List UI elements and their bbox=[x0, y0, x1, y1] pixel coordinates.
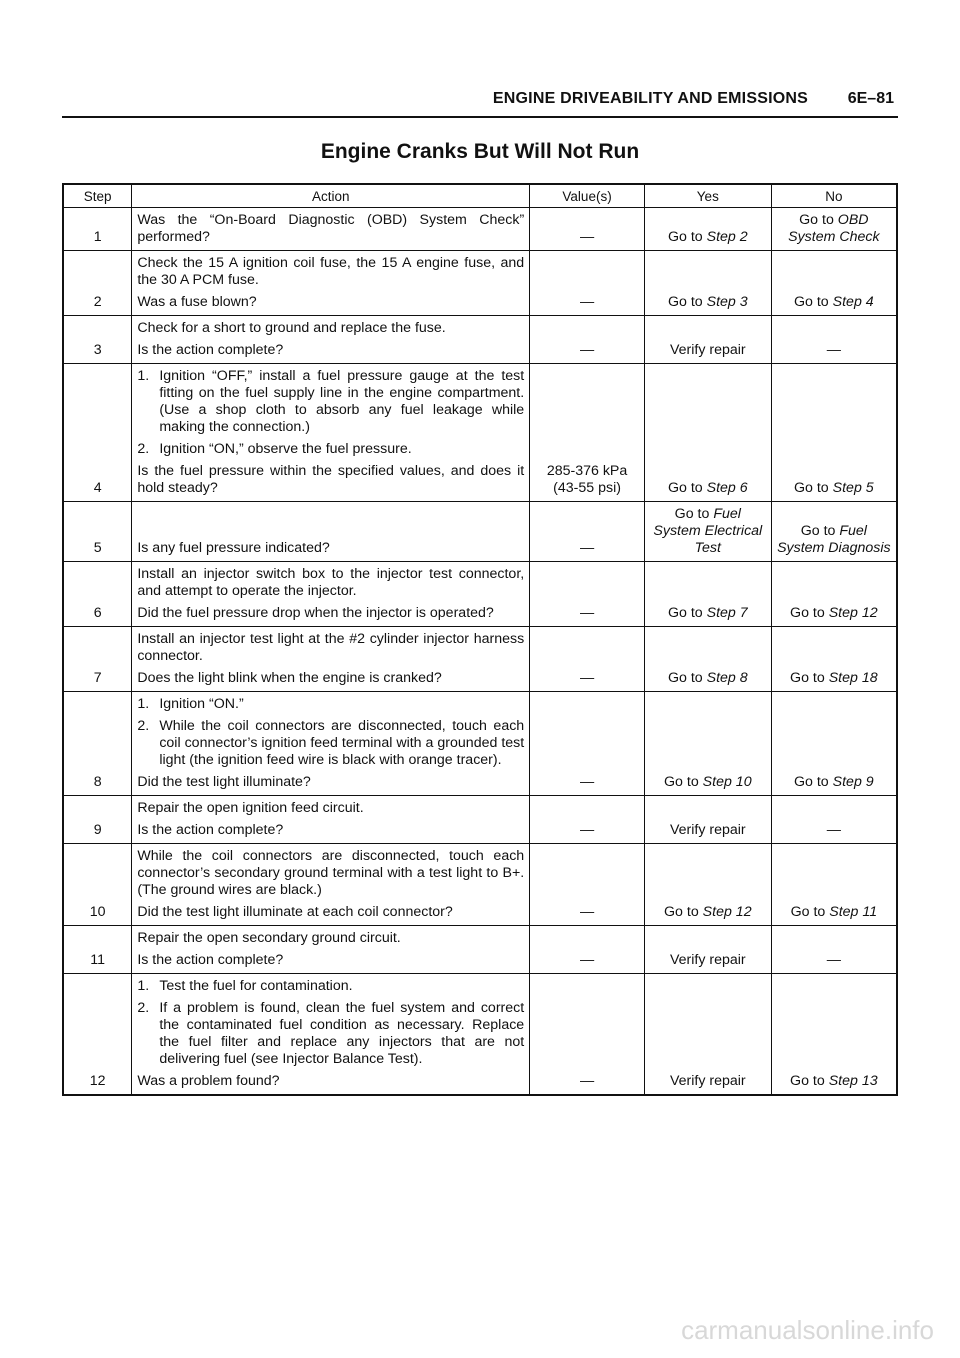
action-text: Repair the open ignition feed circuit. bbox=[137, 800, 364, 816]
yes-outcome-text bbox=[670, 1073, 746, 1089]
yes-outcome-text bbox=[670, 822, 746, 838]
step-yes bbox=[644, 796, 771, 844]
no-outcome-reference: OBD System Check bbox=[788, 212, 880, 245]
yes-outcome-reference: Step 12 bbox=[702, 904, 752, 920]
step-yes bbox=[644, 974, 771, 1096]
table-row bbox=[63, 562, 897, 627]
no-outcome-text bbox=[791, 904, 878, 920]
step-value: — bbox=[530, 926, 645, 974]
step-action bbox=[132, 974, 530, 1096]
step-yes bbox=[644, 562, 771, 627]
step-no bbox=[771, 364, 897, 502]
no-outcome-prefix: Go to bbox=[800, 523, 840, 539]
step-value: — bbox=[530, 627, 645, 692]
yes-outcome-reference: Step 3 bbox=[706, 294, 748, 310]
action-text: Did the fuel pressure drop when the injector is operated? bbox=[137, 605, 494, 621]
action-item-text: Ignition “OFF,” install a fuel pressure gauge at the test fitting on the fuel supply line in the engine compartment. (Use a shop cloth to absorb any fuel leakage while making the connection.) bbox=[159, 368, 525, 435]
step-yes bbox=[644, 316, 771, 364]
table-row bbox=[63, 692, 897, 796]
step-action bbox=[132, 208, 530, 251]
yes-outcome-prefix: Go to bbox=[674, 506, 714, 522]
no-outcome-text bbox=[777, 523, 891, 556]
no-outcome-text bbox=[790, 1073, 878, 1089]
step-number: 1 bbox=[63, 208, 132, 251]
step-no bbox=[771, 251, 897, 316]
action-item-number: 1. bbox=[137, 368, 150, 384]
yes-outcome-text bbox=[670, 952, 746, 968]
action-list-item bbox=[137, 368, 524, 436]
column-header-yes: Yes bbox=[644, 184, 771, 208]
action-list-item bbox=[137, 1000, 524, 1068]
yes-outcome-text bbox=[670, 342, 746, 358]
step-value: 285-376 kPa (43-55 psi) bbox=[530, 364, 645, 502]
yes-outcome-prefix: Go to bbox=[667, 670, 707, 686]
no-outcome-prefix: Go to bbox=[790, 1073, 829, 1089]
table-header-row bbox=[63, 184, 897, 208]
no-outcome-prefix: Go to bbox=[790, 605, 829, 621]
step-value: — bbox=[530, 796, 645, 844]
no-outcome-prefix: Go to bbox=[790, 670, 829, 686]
step-yes bbox=[644, 844, 771, 926]
no-outcome-reference: Step 18 bbox=[828, 670, 878, 686]
step-number: 3 bbox=[63, 316, 132, 364]
step-action bbox=[132, 627, 530, 692]
yes-outcome-prefix: Go to bbox=[667, 229, 707, 245]
no-outcome-reference: Step 9 bbox=[832, 774, 874, 790]
step-action bbox=[132, 251, 530, 316]
no-outcome-prefix: — bbox=[826, 952, 841, 968]
yes-outcome-prefix: Verify repair bbox=[669, 822, 746, 838]
action-text: Check for a short to ground and replace the fuse. bbox=[137, 320, 446, 336]
step-yes bbox=[644, 692, 771, 796]
action-list-item bbox=[137, 696, 524, 713]
yes-outcome-prefix: Go to bbox=[664, 904, 703, 920]
step-yes bbox=[644, 364, 771, 502]
step-no bbox=[771, 627, 897, 692]
step-yes bbox=[644, 926, 771, 974]
step-value: — bbox=[530, 974, 645, 1096]
step-value: — bbox=[530, 562, 645, 627]
step-no bbox=[771, 316, 897, 364]
yes-outcome-prefix: Verify repair bbox=[669, 1073, 746, 1089]
table-row bbox=[63, 627, 897, 692]
action-text: Is any fuel pressure indicated? bbox=[137, 540, 330, 556]
table-row bbox=[63, 844, 897, 926]
step-action bbox=[132, 844, 530, 926]
step-yes bbox=[644, 251, 771, 316]
action-item-text: Test the fuel for contamination. bbox=[159, 978, 353, 994]
yes-outcome-text bbox=[668, 229, 748, 245]
action-item-number: 2. bbox=[137, 441, 150, 457]
column-header-action: Action bbox=[132, 184, 530, 208]
yes-outcome-text bbox=[664, 904, 752, 920]
step-no bbox=[771, 844, 897, 926]
yes-outcome-prefix: Go to bbox=[667, 605, 707, 621]
page-title: Engine Cranks But Will Not Run bbox=[320, 140, 640, 163]
step-action bbox=[132, 796, 530, 844]
action-text: Was a problem found? bbox=[137, 1073, 280, 1089]
no-outcome-reference: Step 4 bbox=[832, 294, 874, 310]
action-text: Install an injector test light at the #2 cylinder injector harness connector. bbox=[137, 631, 525, 664]
step-value: — bbox=[530, 251, 645, 316]
page-number: 6E–81 bbox=[847, 90, 894, 107]
no-outcome-text bbox=[794, 294, 874, 310]
action-item-text: While the coil connectors are disconnected, touch each coil connector’s ignition feed terminal with a grounded test light (the ignition feed wire is black with orange tracer). bbox=[159, 718, 525, 768]
step-yes bbox=[644, 208, 771, 251]
step-no bbox=[771, 926, 897, 974]
no-outcome-reference: Fuel System Diagnosis bbox=[777, 523, 891, 556]
no-outcome-text bbox=[790, 670, 878, 686]
action-item-number: 1. bbox=[137, 978, 150, 994]
watermark: carmanualsonline.info bbox=[681, 1315, 934, 1345]
step-number: 12 bbox=[63, 974, 132, 1096]
action-text: Was a fuse blown? bbox=[137, 294, 257, 310]
no-outcome-prefix: Go to bbox=[794, 774, 833, 790]
no-outcome-text bbox=[794, 774, 874, 790]
page-header bbox=[62, 88, 898, 118]
yes-outcome-prefix: Go to bbox=[667, 480, 707, 496]
step-action bbox=[132, 562, 530, 627]
action-text: Install an injector switch box to the injector test connector, and attempt to operate the injector. bbox=[137, 566, 525, 599]
yes-outcome-text bbox=[668, 605, 748, 621]
column-header-no: No bbox=[771, 184, 897, 208]
step-number: 6 bbox=[63, 562, 132, 627]
no-outcome-reference: Step 13 bbox=[828, 1073, 878, 1089]
step-yes bbox=[644, 502, 771, 562]
yes-outcome-text bbox=[664, 774, 752, 790]
no-outcome-prefix: — bbox=[826, 822, 841, 838]
table-row bbox=[63, 316, 897, 364]
no-outcome-reference: Step 12 bbox=[828, 605, 878, 621]
action-item-text: If a problem is found, clean the fuel system and correct the contaminated fuel condition as necessary. Replace the fuel filter and replace any injectors that are not delivering fuel (see Injector Balance Test). bbox=[159, 1000, 525, 1067]
column-header-step: Step bbox=[63, 184, 132, 208]
action-item-text: Ignition “ON.” bbox=[159, 696, 244, 712]
action-text: Is the action complete? bbox=[137, 822, 284, 838]
step-number: 2 bbox=[63, 251, 132, 316]
action-list-item bbox=[137, 978, 524, 995]
step-action bbox=[132, 316, 530, 364]
no-outcome-text bbox=[827, 822, 841, 838]
table-row bbox=[63, 208, 897, 251]
action-item-number: 1. bbox=[137, 696, 150, 712]
yes-outcome-reference: Step 7 bbox=[706, 605, 748, 621]
yes-outcome-text bbox=[653, 506, 762, 556]
action-item-number: 2. bbox=[137, 718, 150, 734]
action-text: Is the fuel pressure within the specified values, and does it hold steady? bbox=[137, 463, 525, 496]
step-no bbox=[771, 974, 897, 1096]
action-text: Did the test light illuminate? bbox=[137, 774, 311, 790]
step-action bbox=[132, 364, 530, 502]
yes-outcome-prefix: Go to bbox=[664, 774, 703, 790]
action-list-item bbox=[137, 718, 524, 769]
yes-outcome-text bbox=[668, 670, 748, 686]
action-item-text: Ignition “ON,” observe the fuel pressure. bbox=[159, 441, 412, 457]
step-no bbox=[771, 208, 897, 251]
step-no bbox=[771, 692, 897, 796]
step-number: 10 bbox=[63, 844, 132, 926]
yes-outcome-reference: Step 6 bbox=[706, 480, 748, 496]
no-outcome-prefix: Go to bbox=[794, 294, 833, 310]
action-text: Does the light blink when the engine is cranked? bbox=[137, 670, 442, 686]
step-number: 9 bbox=[63, 796, 132, 844]
no-outcome-reference: Step 11 bbox=[829, 904, 878, 920]
table-row bbox=[63, 251, 897, 316]
table-row bbox=[63, 974, 897, 1096]
step-number: 8 bbox=[63, 692, 132, 796]
column-header-values: Value(s) bbox=[530, 184, 645, 208]
action-text: Did the test light illuminate at each coil connector? bbox=[137, 904, 453, 920]
no-outcome-text bbox=[827, 342, 841, 358]
yes-outcome-reference: Fuel System Electrical Test bbox=[653, 506, 763, 556]
action-list-item bbox=[137, 441, 524, 458]
no-outcome-prefix: Go to bbox=[790, 904, 830, 920]
step-value: — bbox=[530, 692, 645, 796]
no-outcome-text bbox=[794, 480, 874, 496]
action-text: Check the 15 A ignition coil fuse, the 15 A engine fuse, and the 30 A PCM fuse. bbox=[137, 255, 525, 288]
no-outcome-text bbox=[827, 952, 841, 968]
step-value: — bbox=[530, 844, 645, 926]
step-number: 7 bbox=[63, 627, 132, 692]
table-row bbox=[63, 926, 897, 974]
action-text: Repair the open secondary ground circuit. bbox=[137, 930, 401, 946]
step-number: 11 bbox=[63, 926, 132, 974]
step-no bbox=[771, 502, 897, 562]
no-outcome-prefix: — bbox=[826, 342, 841, 358]
table-row bbox=[63, 502, 897, 562]
yes-outcome-text bbox=[668, 480, 748, 496]
yes-outcome-reference: Step 2 bbox=[706, 229, 748, 245]
no-outcome-text bbox=[790, 605, 878, 621]
action-text: Was the “On-Board Diagnostic (OBD) System Check” performed? bbox=[137, 212, 525, 245]
step-no bbox=[771, 562, 897, 627]
step-no bbox=[771, 796, 897, 844]
yes-outcome-prefix: Verify repair bbox=[669, 952, 746, 968]
no-outcome-reference: Step 5 bbox=[832, 480, 874, 496]
step-value: — bbox=[530, 208, 645, 251]
no-outcome-prefix: Go to bbox=[794, 480, 833, 496]
step-action bbox=[132, 692, 530, 796]
action-text: Is the action complete? bbox=[137, 342, 284, 358]
step-number: 5 bbox=[63, 502, 132, 562]
table-row bbox=[63, 364, 897, 502]
step-value: — bbox=[530, 316, 645, 364]
no-outcome-text bbox=[788, 212, 879, 245]
yes-outcome-text bbox=[668, 294, 748, 310]
yes-outcome-prefix: Go to bbox=[667, 294, 707, 310]
step-action bbox=[132, 926, 530, 974]
action-text: Is the action complete? bbox=[137, 952, 284, 968]
step-value: — bbox=[530, 502, 645, 562]
yes-outcome-prefix: Verify repair bbox=[669, 342, 746, 358]
step-action bbox=[132, 502, 530, 562]
yes-outcome-reference: Step 8 bbox=[706, 670, 748, 686]
yes-outcome-reference: Step 10 bbox=[702, 774, 752, 790]
section-title: ENGINE DRIVEABILITY AND EMISSIONS bbox=[492, 90, 808, 107]
no-outcome-prefix: Go to bbox=[799, 212, 838, 228]
step-yes bbox=[644, 627, 771, 692]
step-number: 4 bbox=[63, 364, 132, 502]
table-row bbox=[63, 796, 897, 844]
action-text: While the coil connectors are disconnected, touch each connector’s secondary ground terminal with a test light to B+. (The ground wires are black.) bbox=[137, 848, 525, 898]
diagnostic-table bbox=[62, 183, 898, 1096]
action-item-number: 2. bbox=[137, 1000, 150, 1016]
